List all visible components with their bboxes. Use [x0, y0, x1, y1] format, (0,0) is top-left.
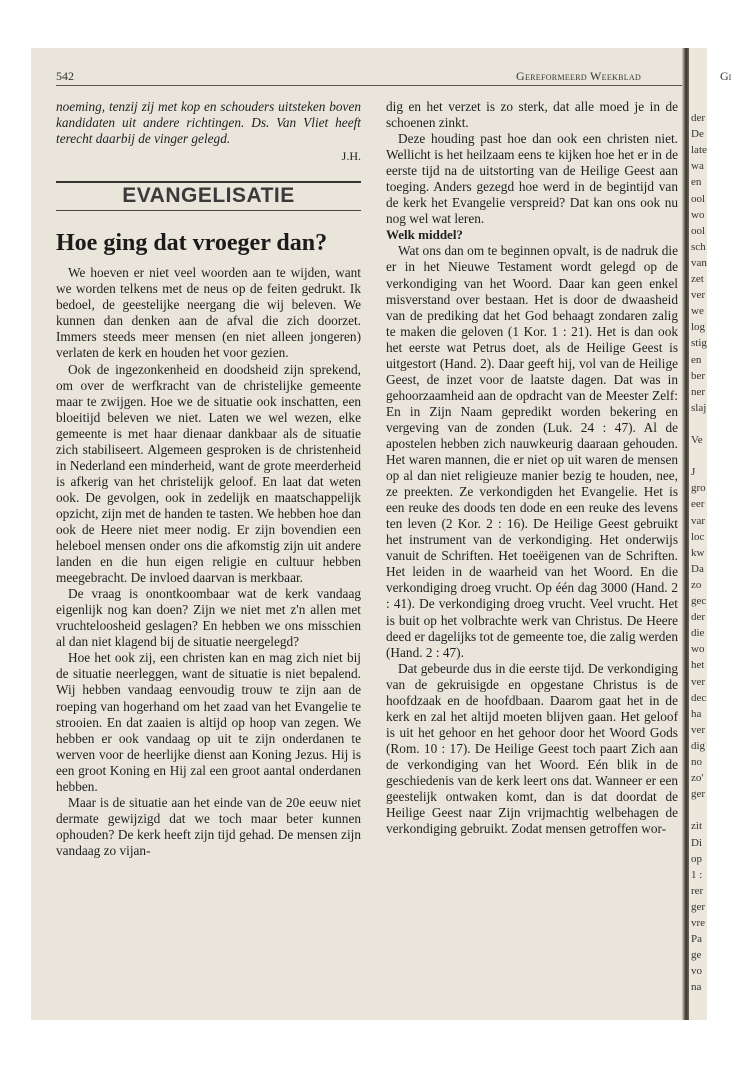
next-page-fragment: Ve	[691, 434, 703, 446]
next-page-fragment: ber	[691, 369, 706, 382]
next-page-fragment: De	[691, 128, 704, 141]
next-page-fragment: we	[691, 305, 704, 318]
paragraph: We hoeven er niet veel woorden aan te wijden, want we worden telkens met de neus op de feiten gedrukt. Ik bedoel, de geestelijke neergang die wij beleven. We kunnen dan denken aan de afval die zich doorzet. Immers steeds meer mensen (en niet alleen jongeren) verlaten de kerk en houden het voor gezien.	[56, 265, 361, 361]
next-page-fragment: dig	[691, 739, 706, 752]
next-page-fragment: zit	[691, 820, 702, 833]
next-page-fragment: na	[691, 981, 702, 994]
page-fold-shadow	[682, 48, 689, 1020]
next-page-fragment: en	[691, 353, 702, 366]
next-page-fragment: ver	[691, 675, 706, 688]
section-banner	[56, 181, 361, 211]
next-page-fragment: gec	[691, 595, 707, 607]
intro-text: noeming, tenzij zij met kop en schouders uitsteken boven kandidaten uit andere richtingen. Ds. Van Vliet heeft terecht daarbij de vinger gelegd.	[56, 99, 361, 147]
article-title: Hoe ging dat vroeger dan?	[56, 230, 328, 257]
next-page-fragment: ner	[691, 385, 706, 398]
next-page-fragment: eer	[691, 498, 705, 511]
next-page-fragment: sch	[691, 240, 706, 253]
next-page-fragment: slaj	[691, 401, 707, 414]
paragraph: Wat ons dan om te beginnen opvalt, is de nadruk die er in het Nieuwe Testament wordt gelegd op de verkondiging van het Woord. Daar kan geen enkel misverstand over bestaan. Het is door de dwaasheid van de prediking dat het God behaagt zondaren zalig te maken die geloven (1 Kor. 1 : 21). Het is dan ook het eerste wat Petrus doet, als de Heilige Geest is uitgestort (Hand. 2). Daar geeft hij, vol van de Heilige Geest, de inzet voor de laatste dagen. Dat was in gehoorzaamheid aan de opdracht van de Meester Zelf: En in Zijn Naam gepredikt worden bekering en vergeving van de zonden (Luk. 24 : 47). Al de apostelen hebben zich nauwkeurig daaraan gehouden. Het waren mannen, die er niet op uit waren de mensen op al dan niet religieuze manier bezig te houden, nee, ze preekten. Ze verkondigden het Evangelie. Het is een reuke des doods ten dode en een reuke des levens ten leven (2 Kor. 2 : 16). De Heilige Geest gebruikt het instrument van de verkondiging. Het onderwijs vanuit de Schriften. Het toeëigenen van de Schriften. Het leiden in de waarheid van het Woord. En die verkondiging droeg vrucht. Op één dag 3000 (Hand. 2 : 41). De verkondiging droeg vrucht. Veel vrucht. Het is buit op het volbrachte werk van Christus. De Heere deed er dagelijks tot de gemeente toe, die zalig werden (Hand. 2 : 47).	[386, 243, 678, 660]
next-page-fragment: no	[691, 756, 702, 768]
next-page-fragment: Pa	[691, 933, 702, 946]
next-page-strip	[689, 48, 707, 1020]
next-page-fragment: en	[691, 176, 702, 189]
next-page-fragment: 1 :	[691, 868, 703, 881]
next-page-fragment: der	[691, 112, 706, 124]
next-page-fragment: Di	[691, 836, 702, 849]
next-page-fragment: wa	[691, 160, 704, 173]
next-page-fragment: zo'	[691, 772, 704, 785]
next-page-fragment: die	[691, 627, 705, 640]
next-page-fragment: stig	[691, 337, 707, 350]
intro-signature: J.H.	[341, 149, 361, 164]
next-page-fragment: late	[691, 144, 707, 157]
next-page-fragment: ver	[691, 289, 706, 302]
next-page-fragment: kw	[691, 546, 705, 559]
section-title: EVANGELISATIE	[122, 184, 295, 208]
next-page-fragment: var	[691, 514, 706, 527]
next-page-fragment: ge	[691, 949, 702, 962]
page-number: 542	[56, 69, 74, 83]
subheading: Welk middel?	[386, 227, 463, 243]
next-page-fragment: J	[691, 466, 696, 479]
middle-column	[386, 99, 678, 837]
magazine-name: Gereformeerd Weekblad	[516, 69, 642, 83]
next-page-fragment: ver	[691, 723, 706, 736]
next-page-fragment: gro	[691, 482, 706, 495]
paragraph-continued: dig en het verzet is zo sterk, dat alle moed je in de schoenen zinkt.	[386, 99, 678, 131]
next-page-fragment: wo	[691, 643, 705, 656]
next-page-fragment: ger	[691, 900, 706, 913]
next-page-fragment: ool	[691, 224, 706, 237]
paragraph: Hoe het ook zij, een christen kan en mag zich niet bij de situatie neerleggen, want de situatie is niet bepalend. Wij hebben vandaag eenvoudig trouw te zijn aan de roeping van hogerhand om het zaad van het Evangelie te strooien. En dat zaaien is altijd op hoop van zegen. We hebben er ook vandaag op uit te zijn onderdanen te werven voor de heerlijke dienst aan Koning Jezus. Hij is een groot Koning en Hij zal een groot aantal onderdanen hebben.	[56, 650, 361, 794]
next-page-fragment: ger	[691, 788, 706, 801]
next-page-fragment: der	[691, 611, 706, 624]
next-page-header-fragment: Gi	[720, 69, 732, 83]
next-page-fragment: zet	[691, 273, 704, 285]
next-page-fragment: wo	[691, 208, 705, 221]
next-page-fragment: ool	[691, 192, 706, 205]
next-page-fragment: rer	[691, 884, 704, 897]
paragraph: Deze houding past hoe dan ook een christen niet. Wellicht is het heilzaam eens te kijken hoe het er in de eerste tijd na de uitstorting van de Heilige Geest aan toeging. Anders gezegd hoe werd in de begintijd van de kerk het Evangelie verspreid? Dat kan ons ook nu nog wel wat leren.	[386, 131, 678, 227]
next-page-fragment: log	[691, 321, 706, 334]
next-page-fragment: vre	[691, 917, 706, 929]
next-page-fragment: van	[691, 256, 707, 269]
paragraph: Maar is de situatie aan het einde van de 20e eeuw niet dermate gewijzigd dat we toch maar beter kunnen ophouden? De kerk heeft zijn tijd gehad. De mensen zijn vandaag zo vijan-	[56, 794, 361, 858]
next-page-fragment: loc	[691, 530, 705, 543]
next-page-fragment: dec	[691, 691, 707, 704]
left-column	[56, 99, 361, 859]
header-rule	[56, 85, 691, 86]
magazine-page	[31, 48, 732, 1020]
next-page-fragment: vo	[691, 965, 702, 978]
paragraph: De vraag is onontkoombaar wat de kerk vandaag eigenlijk nog kan doen? Zijn we niet met z'n allen met vruchteloosheid geslagen? En hebben we ons misschien al dan niet klagend bij de situatie neergelegd?	[56, 586, 361, 650]
next-page-fragment: Da	[691, 562, 704, 575]
next-page-fragment: ha	[691, 707, 702, 720]
next-page-fragment: op	[691, 852, 702, 865]
next-page-fragment: het	[691, 659, 705, 672]
paragraph: Dat gebeurde dus in die eerste tijd. De verkondiging van de gekruisigde en opgestane Christus is de hoofdzaak en de hoofdbaan. Daarom gaat het in de kerk en zal het altijd moeten blijven gaan. Het geloof is uit het gehoor en het gehoor door het Woord Gods (Rom. 10 : 17). De Heilige Geest toch paart Zich aan de verkondiging van het Woord. Eén blik in de geschiedenis van de kerk leert ons dat. Wanneer er een geestelijk ontwaken komt, dan is dat doordat de Heilige Geest naar Zijn vrijmachtig welbehagen de verkondiging gebruikt. Zodat mensen getroffen wor-	[386, 660, 678, 837]
next-page-fragment: zo	[691, 578, 702, 591]
paragraph: Ook de ingezonkenheid en doodsheid zijn sprekend, om over de werfkracht van de christelijke gemeente maar te zwijgen. Hoe we de situatie ook inschatten, een bloeitijd beleven we niet. Laten we wel wezen, elke gemeente is met haar dienaar dankbaar als de situatie zich stabiliseert. Algemeen gesproken is de christenheid in Nederland een minderheid, want de grote meerderheid is afkerig van het christelijk geloof. En laat dat weten ook. De gevolgen, ook in zedelijk en maatschappelijk opzicht, zijn met de handen te tasten. We hebben hoe dan ook de Heere niet meer nodig. Er zijn bovendien een heleboel mensen onder ons die afkomstig zijn uit andere landen en die hun eigen religie en cultuur hebben meegebracht. De invloed daarvan is merkbaar.	[56, 361, 361, 586]
